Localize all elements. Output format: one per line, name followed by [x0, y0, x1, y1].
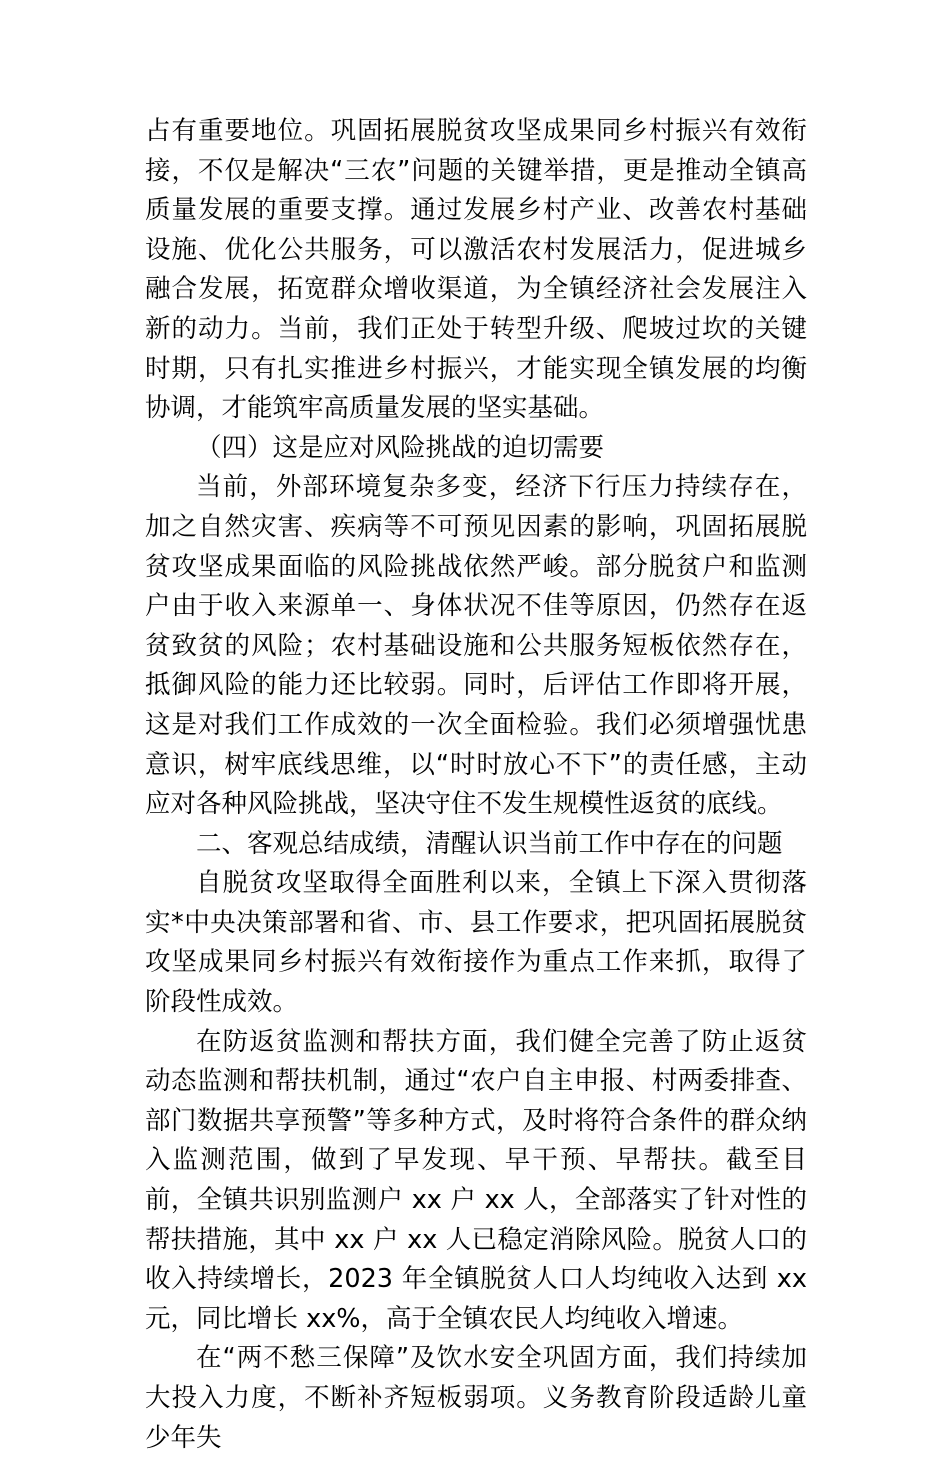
- subheading-four: （四）这是应对风险挑战的迫切需要: [196, 432, 605, 463]
- paragraph-risk-challenges: 当前，外部环境复杂多变，经济下行压力持续存在，加之自然灾害、疾病等不可预见因素的影响，巩固拓展脱贫攻坚成果面临的风险挑战依然严峻。部分脱贫户和监测户由于收入来源单一、身体状况不佳等原因，仍然存在返贫致贫的风险；农村基础设施和公共服务短板依然存在，抵御风险的能力还比较弱。同时，后评估工作即将开展，这是对我们工作成效的一次全面检验。我们必须增强忧患意识，树牢底线思维，以“时时放心不下”的责任感，主动应对各种风险挑战，坚决守住不发生规模性返贫的底线。: [145, 472, 807, 820]
- paragraph-two-assurances: 在“两不愁三保障”及饮水安全巩固方面，我们持续加大投入力度，不断补齐短板弱项。义务教育阶段适龄儿童少年失: [145, 1343, 807, 1453]
- document-body: [145, 112, 807, 1458]
- section-heading-two: 二、客观总结成绩，清醒认识当前工作中存在的问题: [196, 828, 783, 859]
- paragraph-monitoring-assistance: 在防返贫监测和帮扶方面，我们健全完善了防止返贫动态监测和帮扶机制，通过“农户自主申报、村两委排查、部门数据共享预警”等多种方式，及时将符合条件的群众纳入监测范围，做到了早发现、早干预、早帮扶。截至目前，全镇共识别监测户 xx 户 xx 人，全部落实了针对性的帮扶措施，其中 xx 户 xx 人已稳定消除风险。脱贫人口的收入持续增长，2023 年全镇脱贫人口人均纯收入达到 xx 元，同比增长 xx%，高于全镇农民人均纯收入增速。: [145, 1026, 807, 1334]
- paragraph-continued: 占有重要地位。巩固拓展脱贫攻坚成果同乡村振兴有效衔接，不仅是解决“三农”问题的关键举措，更是推动全镇高质量发展的重要支撑。通过发展乡村产业、改善农村基础设施、优化公共服务，可以激活农村发展活力，促进城乡融合发展，拓宽群众增收渠道，为全镇经济社会发展注入新的动力。当前，我们正处于转型升级、爬坡过坎的关键时期，只有扎实推进乡村振兴，才能实现全镇发展的均衡协调，才能筑牢高质量发展的坚实基础。: [145, 116, 807, 424]
- paragraph-achievements-intro: 自脱贫攻坚取得全面胜利以来，全镇上下深入贯彻落实*中央决策部署和省、市、县工作要求，把巩固拓展脱贫攻坚成果同乡村振兴有效衔接作为重点工作来抓，取得了阶段性成效。: [145, 868, 807, 1018]
